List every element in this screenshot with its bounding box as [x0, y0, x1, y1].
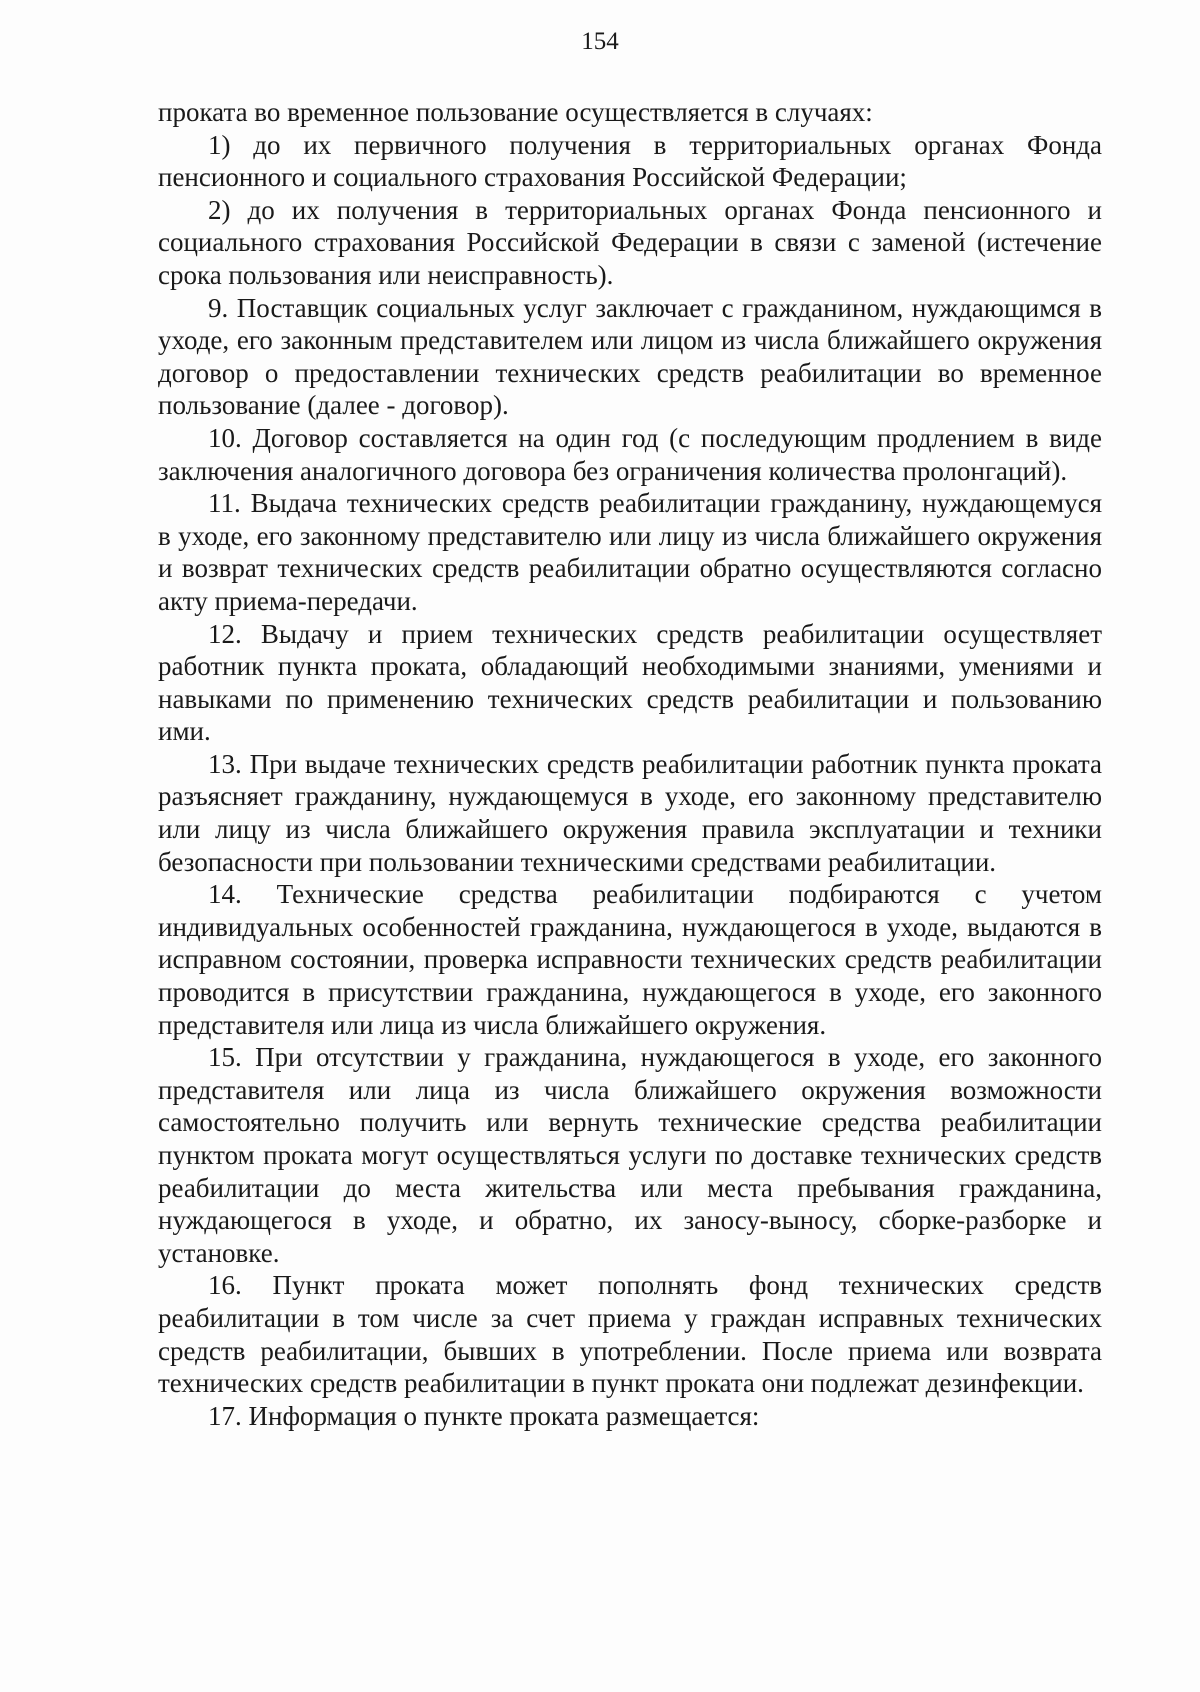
paragraph: 16. Пункт проката может пополнять фонд технических средств реабилитации в том числе за счет приема у граждан исправных технических средств реабилитации, бывших в употреблении. После приема или возврата технических средств реабилитации в пункт проката они подлежат дезинфекции. — [158, 1270, 1102, 1399]
paragraph: 10. Договор составляется на один год (с последующим продлением в виде заключения аналогичного договора без ограничения количества пролонгаций). — [158, 422, 1102, 486]
paragraph: 13. При выдаче технических средств реабилитации работник пункта проката разъясняет гражданину, нуждающемуся в уходе, его законному представителю или лицу из числа ближайшего окружения правила эксплуатации и техники безопасности при пользовании техническими средствами реабилитации. — [158, 748, 1102, 877]
paragraph: 1) до их первичного получения в территориальных органах Фонда пенсионного и социального страхования Российской Федерации; — [158, 129, 1102, 193]
document-body — [158, 96, 1102, 1432]
paragraph: 12. Выдачу и прием технических средств реабилитации осуществляет работник пункта проката, обладающий необходимыми знаниями, умениями и навыками по применению технических средств реабилитации и пользованию ими. — [158, 618, 1102, 747]
page-number: 154 — [581, 28, 619, 55]
paragraph: 11. Выдача технических средств реабилитации гражданину, нуждающемуся в уходе, его законному представителю или лицу из числа ближайшего окружения и возврат технических средств реабилитации обратно осуществляются согласно акту приема-передачи. — [158, 488, 1102, 616]
paragraph: 2) до их получения в территориальных органах Фонда пенсионного и социального страхования Российской Федерации в связи с заменой (истечение срока пользования или неисправность). — [158, 194, 1102, 290]
paragraph: 17. Информация о пункте проката размещается: — [208, 1400, 760, 1431]
paragraph: 9. Поставщик социальных услуг заключает с гражданином, нуждающимся в уходе, его законным представителем или лицом из числа ближайшего окружения договор о предоставлении технических средств реабилитации во временное пользование (далее - договор). — [158, 292, 1102, 421]
paragraph: 14. Технические средства реабилитации подбираются с учетом индивидуальных особенностей гражданина, нуждающегося в уходе, выдаются в исправном состоянии, проверка исправности технических средств реабилитации проводится в присутствии гражданина, нуждающегося в уходе, его законного представителя или лица из числа ближайшего окружения. — [158, 879, 1102, 1040]
paragraph: 15. При отсутствии у гражданина, нуждающегося в уходе, его законного представителя или лица из числа ближайшего окружения возможности самостоятельно получить или вернуть технические средства реабилитации пунктом проката могут осуществляться услуги по доставке технических средств реабилитации до места жительства или места пребывания гражданина, нуждающегося в уходе, и обратно, их заносу-выносу, сборке-разборке и установке. — [158, 1042, 1102, 1268]
paragraph: проката во временное пользование осуществляется в случаях: — [158, 97, 873, 127]
